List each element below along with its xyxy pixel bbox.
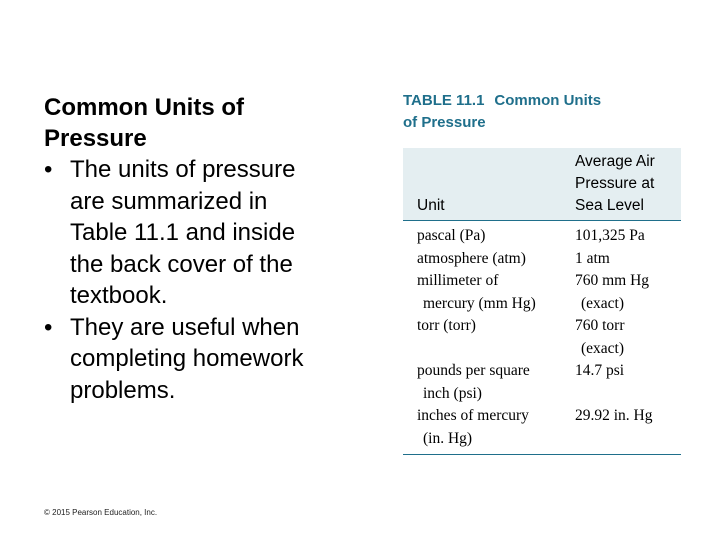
- cell-line: pounds per square: [417, 362, 530, 379]
- cell-line: torr (torr): [417, 317, 476, 334]
- cell-line: 101,325 Pa: [575, 227, 645, 244]
- header-line: Average Air: [575, 153, 655, 170]
- bullet-line: the back cover of the: [70, 250, 293, 278]
- value-cell: [567, 221, 681, 248]
- cell-line: 760 torr: [575, 317, 625, 334]
- unit-cell: [403, 315, 567, 360]
- value-cell: [567, 248, 681, 271]
- bullet-line: They are useful when: [70, 313, 300, 341]
- cell-line: (exact): [581, 294, 625, 312]
- bullet-line: are summarized in: [70, 187, 268, 215]
- slide-heading: [44, 92, 364, 154]
- cell-line: pascal (Pa): [417, 227, 486, 244]
- bullet-line: problems.: [70, 376, 176, 404]
- header-line: Pressure at: [575, 175, 655, 192]
- cell-line: mercury (mm Hg): [423, 294, 536, 312]
- table-row: [403, 360, 681, 405]
- value-cell: [567, 270, 681, 315]
- heading-line: Common Units of: [44, 94, 244, 121]
- value-cell: [567, 405, 681, 455]
- value-cell: [567, 315, 681, 360]
- cell-line: millimeter of: [417, 272, 499, 289]
- unit-cell: [403, 360, 567, 405]
- bullet-marker: •: [44, 313, 53, 341]
- table-title-text: Common Units: [494, 92, 602, 109]
- table-row: [403, 248, 681, 271]
- value-cell: [567, 360, 681, 405]
- cell-line: inches of mercury: [417, 407, 529, 424]
- cell-line: inch (psi): [423, 384, 482, 402]
- cell-line: (in. Hg): [423, 429, 473, 447]
- bullet-line: Table 11.1 and inside: [70, 219, 296, 246]
- cell-line: 1 atm: [575, 249, 610, 267]
- table-number: TABLE 11.1: [403, 92, 485, 109]
- bullet-item: [44, 312, 364, 407]
- bullet-item: [44, 154, 364, 312]
- cell-line: 14.7 psi: [575, 362, 625, 379]
- table-row: [403, 315, 681, 360]
- column-header-value: [567, 148, 681, 221]
- table-title: [403, 90, 681, 134]
- column-header-unit: Unit: [403, 148, 567, 221]
- header-line: Sea Level: [575, 197, 644, 214]
- table-row: [403, 221, 681, 248]
- bullet-marker: •: [44, 156, 53, 183]
- heading-line: Pressure: [44, 125, 147, 152]
- pressure-units-table: [403, 148, 681, 455]
- bullet-line: completing homework: [70, 345, 304, 372]
- table-title-text: of Pressure: [403, 114, 486, 131]
- unit-cell: [403, 270, 567, 315]
- unit-cell: [403, 405, 567, 455]
- unit-cell: [403, 248, 567, 271]
- bullet-line: The units of pressure: [70, 156, 296, 183]
- table-row: [403, 270, 681, 315]
- unit-cell: [403, 221, 567, 248]
- cell-line: atmosphere (atm): [417, 249, 526, 267]
- pressure-units-table-figure: [403, 90, 681, 455]
- cell-line: 29.92 in. Hg: [575, 407, 653, 424]
- table-header-row: [403, 148, 681, 221]
- bullet-list: [44, 154, 364, 406]
- table-row: [403, 405, 681, 455]
- text-column: [44, 92, 364, 406]
- bullet-line: textbook.: [70, 282, 168, 309]
- cell-line: (exact): [581, 339, 625, 357]
- copyright-footer: © 2015 Pearson Education, Inc.: [44, 508, 158, 517]
- cell-line: 760 mm Hg: [575, 272, 650, 289]
